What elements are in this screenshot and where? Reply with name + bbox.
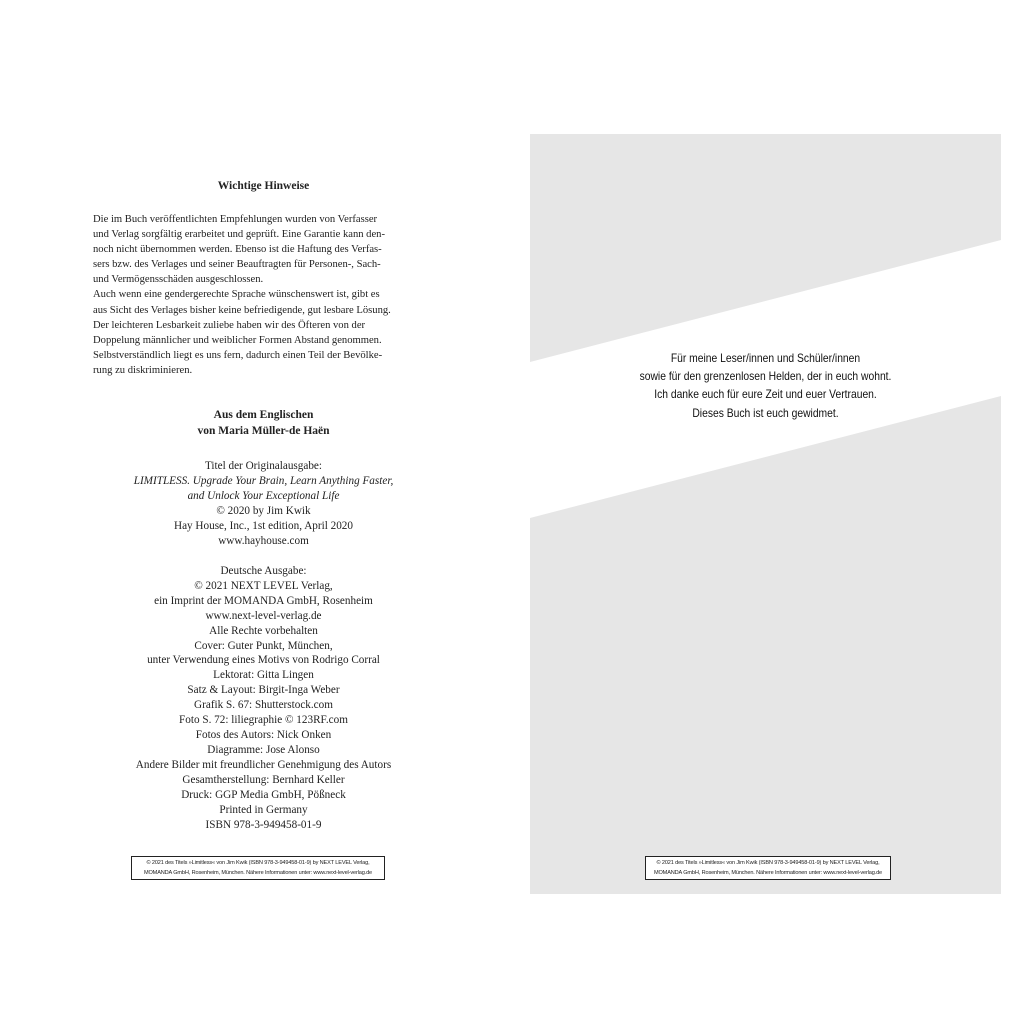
edition-line: Diagramme: Jose Alonso bbox=[207, 744, 320, 757]
notice-line: und Vermögensschäden ausgeschlossen. bbox=[93, 274, 264, 286]
edition-line: Andere Bilder mit freundlicher Genehmigung des Autors bbox=[135, 759, 392, 772]
notice-text bbox=[93, 212, 434, 378]
legal-line: © 2021 des Titels »Limitless« von Jim Kwik (ISBN 978-3-949458-01-9) by NEXT LEVEL Verlag, bbox=[146, 860, 370, 866]
legal-notice-box bbox=[131, 856, 385, 880]
edition-line: Lektorat: Gitta Lingen bbox=[213, 669, 314, 682]
notice-heading: Wichtige Hinweise bbox=[217, 180, 310, 192]
edition-line: Fotos des Autors: Nick Onken bbox=[195, 729, 332, 742]
legal-notice-box bbox=[645, 856, 891, 880]
legal-line: © 2021 des Titels »Limitless« von Jim Kwik (ISBN 978-3-949458-01-9) by NEXT LEVEL Verlag, bbox=[656, 860, 880, 866]
edition-line: Deutsche Ausgabe: bbox=[220, 564, 307, 577]
dedication-line: Ich danke euch für eure Zeit und euer Vertrauen. bbox=[654, 387, 877, 402]
page-background bbox=[530, 134, 1001, 894]
edition-line: Alle Rechte vorbehalten bbox=[209, 624, 318, 637]
notice-line: noch nicht übernommen werden. Ebenso ist die Haftung des Verfas- bbox=[93, 244, 382, 256]
edition-line: www.next-level-verlag.de bbox=[205, 609, 322, 622]
original-title: and Unlock Your Exceptional Life bbox=[187, 489, 340, 502]
notice-line: Selbstverständlich liegt es uns fern, dadurch einen Teil der Bevölke- bbox=[93, 349, 383, 361]
legal-line: MOMANDA GmbH, Rosenheim, München. Nähere Informationen unter: www.next-level-verlag.de bbox=[143, 870, 373, 876]
notice-line: Die im Buch veröffentlichten Empfehlungen wurden von Verfasser bbox=[93, 214, 378, 225]
edition-line: Satz & Layout: Birgit-Inga Weber bbox=[187, 684, 340, 697]
edition-line: Foto S. 72: liliegraphie © 123RF.com bbox=[179, 714, 348, 727]
dedication-line: sowie für den grenzenlosen Helden, der in euch wohnt. bbox=[639, 369, 892, 384]
original-title: LIMITLESS. Upgrade Your Brain, Learn Anything Faster, bbox=[133, 474, 394, 487]
edition-line: Grafik S. 67: Shutterstock.com bbox=[194, 699, 333, 712]
dedication-page bbox=[530, 134, 1001, 894]
german-edition bbox=[93, 564, 434, 833]
translation-credit bbox=[93, 408, 434, 439]
original-label: Titel der Originalausgabe: bbox=[204, 460, 323, 473]
translation-line: von Maria Müller-de Haën bbox=[197, 424, 330, 437]
edition-line: ein Imprint der MOMANDA GmbH, Rosenheim bbox=[154, 594, 373, 607]
isbn: ISBN 978-3-949458-01-9 bbox=[205, 818, 322, 831]
notice-line: Doppelung männlicher und weiblicher Formen Abstand genommen. bbox=[93, 334, 382, 346]
legal-line: MOMANDA GmbH, Rosenheim, München. Nähere Informationen unter: www.next-level-verlag.de bbox=[653, 870, 883, 876]
original-publisher: Hay House, Inc., 1st edition, April 2020 bbox=[174, 519, 353, 532]
dedication-line: Für meine Leser/innen und Schüler/innen bbox=[670, 351, 861, 365]
notice-line: aus Sicht des Verlages bisher keine befriedigende, gut lesbare Lösung. bbox=[93, 304, 391, 316]
imprint-page bbox=[93, 180, 434, 833]
original-copyright: © 2020 by Jim Kwik bbox=[216, 504, 311, 517]
edition-line: Cover: Guter Punkt, München, bbox=[194, 639, 333, 652]
notice-line: und Verlag sorgfältig erarbeitet und geprüft. Eine Garantie kann den- bbox=[93, 229, 386, 241]
edition-line: Gesamtherstellung: Bernhard Keller bbox=[182, 774, 345, 787]
original-edition bbox=[93, 459, 434, 549]
notice-line: Auch wenn eine gendergerechte Sprache wünschenswert ist, gibt es bbox=[93, 289, 380, 301]
edition-line: Printed in Germany bbox=[219, 804, 308, 816]
notice-line: sers bzw. des Verlages und seiner Beauftragten für Personen-, Sach- bbox=[93, 259, 381, 271]
original-url: www.hayhouse.com bbox=[218, 534, 309, 547]
translation-line: Aus dem Englischen bbox=[213, 409, 314, 422]
notice-line: Der leichteren Lesbarkeit zuliebe haben wir des Öfteren von der bbox=[93, 319, 366, 331]
gray-panel bbox=[530, 134, 1001, 894]
notice-line: rung zu diskriminieren. bbox=[93, 364, 193, 376]
edition-line: Druck: GGP Media GmbH, Pößneck bbox=[181, 789, 346, 802]
edition-line: © 2021 NEXT LEVEL Verlag, bbox=[194, 579, 333, 592]
edition-line: unter Verwendung eines Motivs von Rodrigo Corral bbox=[147, 654, 380, 667]
dedication-text bbox=[563, 349, 968, 422]
dedication-line: Dieses Buch ist euch gewidmet. bbox=[692, 405, 839, 420]
